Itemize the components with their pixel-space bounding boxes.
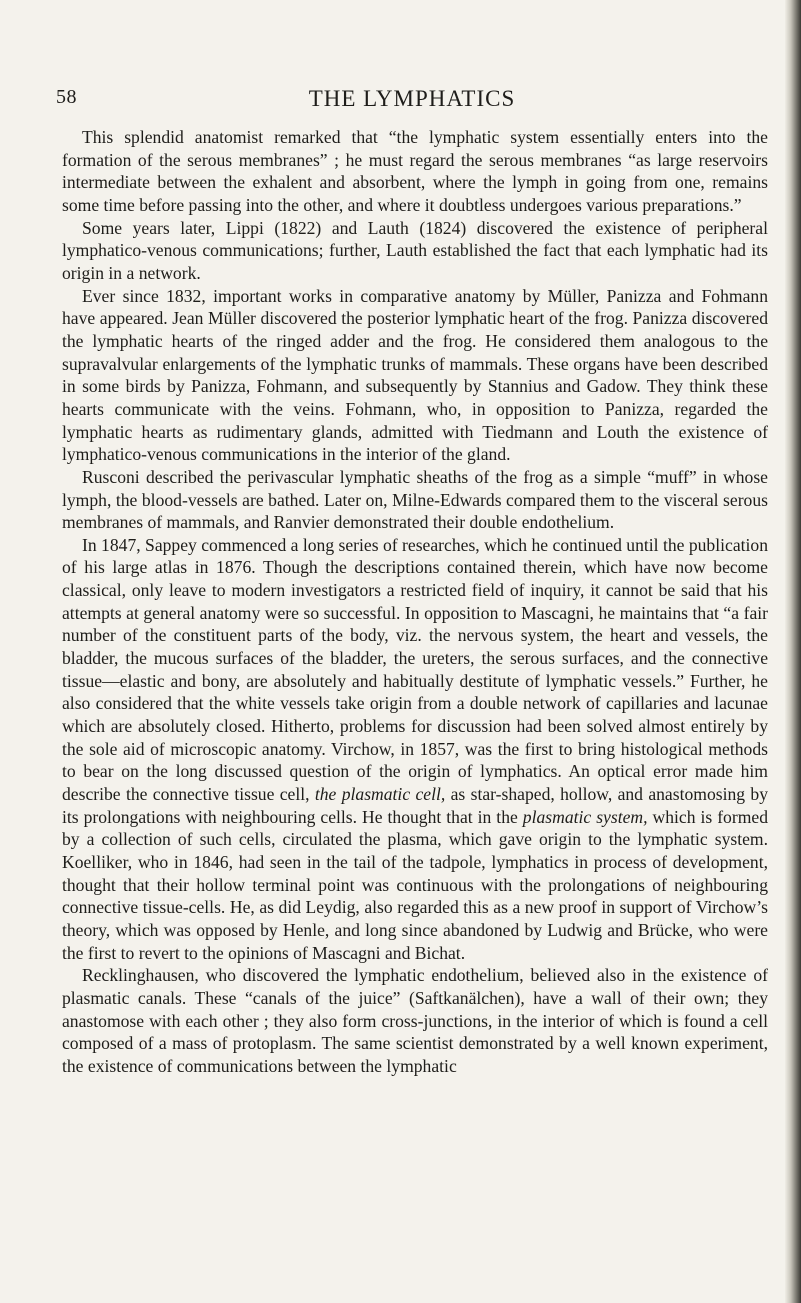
paragraph	[62, 534, 768, 964]
paragraph	[62, 466, 768, 534]
text-run: This splendid anatomist remarked that “the lymphatic system essentially enters into the formation of the serous membranes” ; he must regard the serous membranes “as large reservoirs intermediate between the exhalent and absorbent, where the lymph in going from one, remains some time before passing into the other, and where it doubtless undergoes various preparations.”	[62, 127, 768, 215]
text-run: Ever since 1832, important works in comparative anatomy by Müller, Panizza and Fohmann have appeared. Jean Müller discovered the posterior lymphatic heart of the frog. Panizza discovered the lymphatic hearts of the ringed adder and the frog. He considered them analogous to the supravalvular enlargements of the lymphatic trunks of mammals. These organs have been described in some birds by Panizza, Fohmann, and subsequently by Stannius and Gadow. They think these hearts communicate with the veins. Fohmann, who, in opposition to Panizza, regarded the lymphatic hearts as rudimentary glands, admitted with Tiedmann and Louth the existence of lymphatico-venous communications in the interior of the gland.	[62, 285, 768, 465]
text-run: Recklinghausen, who discovered the lymphatic endothelium, believed also in the existence of plasmatic canals. These “canals of the juice” (Saftkanälchen), have a wall of their own; they anastomose with each other ; they also form cross-junctions, in the interior of which is found a cell composed of a mass of protoplasm. The same scientist demonstrated by a well known experiment, the existence of communications between the lymphatic	[62, 965, 768, 1076]
paragraph	[62, 964, 768, 1077]
text-run: Rusconi described the perivascular lymphatic sheaths of the frog as a simple “muff” in whose lymph, the blood-vessels are bathed. Later on, Milne-Edwards compared them to the visceral serous membranes of mammals, and Ranvier demonstrated their double endothelium.	[62, 466, 768, 533]
page-edge-shadow	[785, 0, 801, 1303]
page-number: 58	[56, 86, 77, 108]
text-run: which is formed by a collection of such cells, circulated the plasma, which gave origin to the lymphatic system. Koelliker, who in 1846, had seen in the tail of the tadpole, lymphatics in process of development, thought that their hollow terminal point was continuous with the prolongations of neighbouring connective tissue-cells. He, as did Leydig, also regarded this as a new proof in support of Virchow’s theory, which was opposed by Henle, and long since abandoned by Ludwig and Brücke, who were the first to revert to the opinions of Mascagni and Bichat.	[62, 806, 769, 963]
running-title: THE LYMPHATICS	[308, 86, 516, 111]
paragraph	[62, 217, 768, 285]
body-text	[62, 126, 768, 1078]
paragraph	[62, 126, 768, 217]
text-run: Some years later, Lippi (1822) and Lauth (1824) discovered the existence of peripheral lymphatico-venous communications; further, Lauth established the fact that each lymphatic had its origin in a network.	[62, 217, 768, 283]
italic-term: the plasmatic cell,	[314, 784, 446, 805]
running-head	[56, 86, 768, 116]
italic-term: plasmatic system,	[522, 806, 648, 827]
text-run: In 1847, Sappey commenced a long series of researches, which he continued until the publication of his large atlas in 1876. Though the descriptions contained therein, which have now become classical, only leave to modern investigators a restricted field of inquiry, it cannot be said that his attempts at general anatomy were so successful. In opposition to Mascagni, he maintains that “a fair number of the constituent parts of the body, viz. the nervous system, the heart and vessels, the bladder, the mucous surfaces of the bladder, the ureters, the serous surfaces, and the connective tissue—elastic and bony, are absolutely and habitually destitute of lymphatic vessels.” Further, he also considered that the white vessels take origin from a double network of capillaries and lacunae which are absolutely closed. Hitherto, problems for discussion had been solved almost entirely by the sole aid of microscopic anatomy. Virchow, in 1857, was the first to bring histological methods to bear on the long discussed question of the origin of lymphatics. An optical error made him describe the connective tissue cell,	[62, 534, 768, 805]
paragraph	[62, 285, 768, 466]
text-run: as star-shaped, hollow, and anastomosing by its prolongations with neighbouring cells. He thought that in the	[62, 784, 769, 827]
